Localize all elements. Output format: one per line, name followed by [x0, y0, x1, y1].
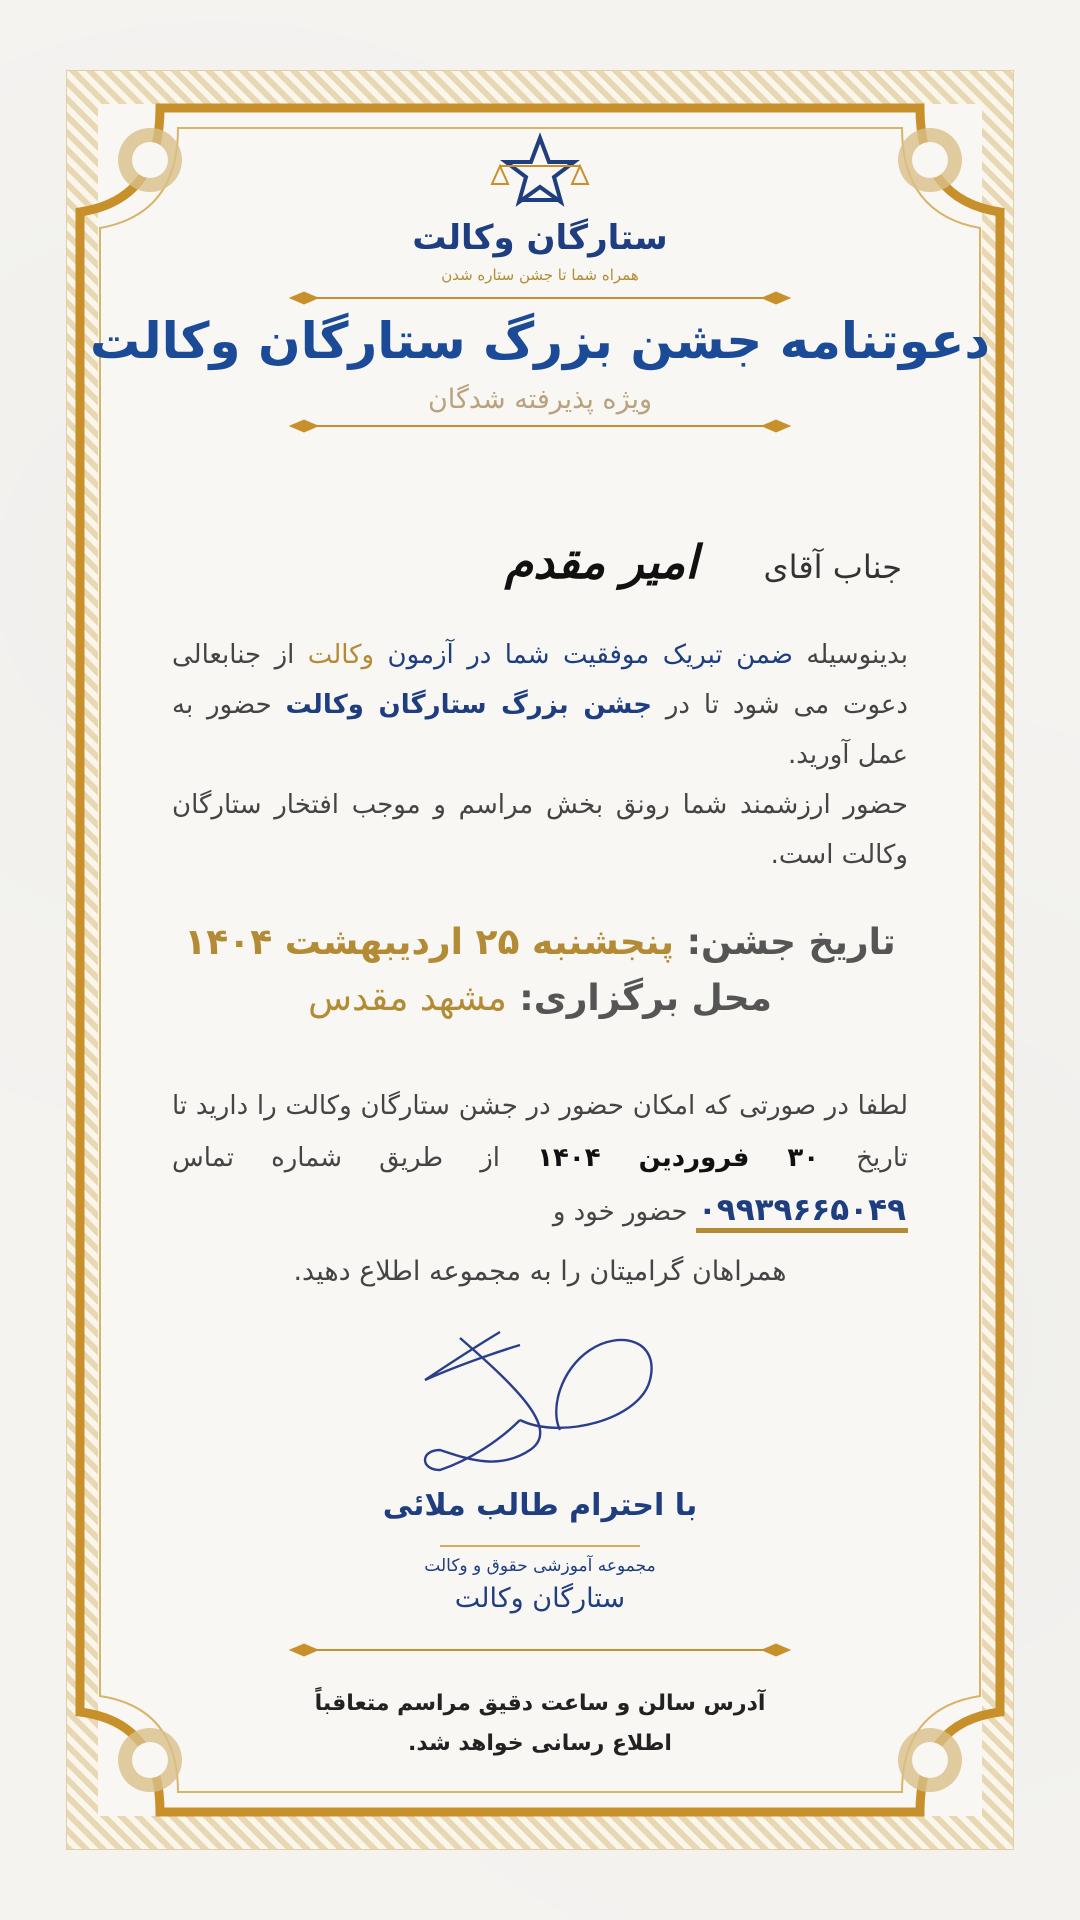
invitation-title: دعوتنامه جشن بزرگ ستارگان وکالت — [89, 312, 991, 370]
event-venue — [0, 978, 1080, 1019]
recipient-name: امیر مقدم — [504, 535, 698, 589]
body-p1-f: حضور به عمل آورید. — [172, 690, 908, 770]
event-date — [0, 922, 1080, 963]
footer-line-2: اطلاع رسانی خواهد شد. — [408, 1731, 672, 1756]
invitation-subtitle: ویژه پذیرفته شدگان — [427, 384, 653, 415]
body-p1-b: ضمن تبریک موفقیت شما در آزمون — [374, 640, 793, 670]
logo-name: ستارگان وکالت — [412, 218, 668, 258]
body-paragraph-2: حضور ارزشمند شما رونق بخش مراسم و موجب افتخار ستارگان وکالت است. — [172, 790, 908, 870]
footer-line-1: آدرس سالن و ساعت دقیق مراسم متعاقباً — [314, 1691, 766, 1716]
rsvp-paragraph — [172, 1080, 908, 1238]
event-date-label: تاریخ جشن: — [686, 922, 896, 963]
footer-address-note — [0, 1684, 1080, 1764]
rsvp-phone-link[interactable]: ۰۹۹۳۹۶۶۵۰۴۹ — [696, 1192, 908, 1233]
rsvp-part1: لطفا در صورتی که امکان حضور در جشن ستارگان وکالت را دارید تا تاریخ — [172, 1091, 909, 1173]
regards-line: با احترام طالب ملائی — [382, 1488, 698, 1523]
rsvp-part2: از طریق شماره تماس — [172, 1143, 538, 1173]
logo-tagline: همراه شما تا جشن ستاره شدن — [441, 266, 639, 284]
body-p1-a: بدینوسیله — [792, 640, 908, 670]
body-p1-d: از جنابعالی دعوت می شود تا در — [172, 640, 908, 720]
org-line: مجموعه آموزشی حقوق و وکالت — [424, 1556, 656, 1576]
body-p1-c: وکالت — [307, 640, 375, 670]
org-name: ستارگان وکالت — [454, 1583, 626, 1614]
rsvp-deadline: ۳۰ فروردین ۱۴۰۴ — [537, 1143, 820, 1173]
body-p1-e: جشن بزرگ ستارگان وکالت — [285, 690, 652, 720]
salutation: جناب آقای — [763, 548, 902, 586]
rsvp-part3: حضور خود و — [552, 1197, 696, 1227]
rsvp-last-line: همراهان گرامیتان را به مجموعه اطلاع دهید. — [293, 1256, 787, 1287]
event-venue-value: مشهد مقدس — [308, 978, 507, 1019]
event-venue-label: محل برگزاری: — [519, 978, 772, 1019]
event-date-value: پنجشنبه ۲۵ اردیبهشت ۱۴۰۴ — [184, 922, 675, 963]
body-paragraph-1 — [172, 630, 908, 780]
